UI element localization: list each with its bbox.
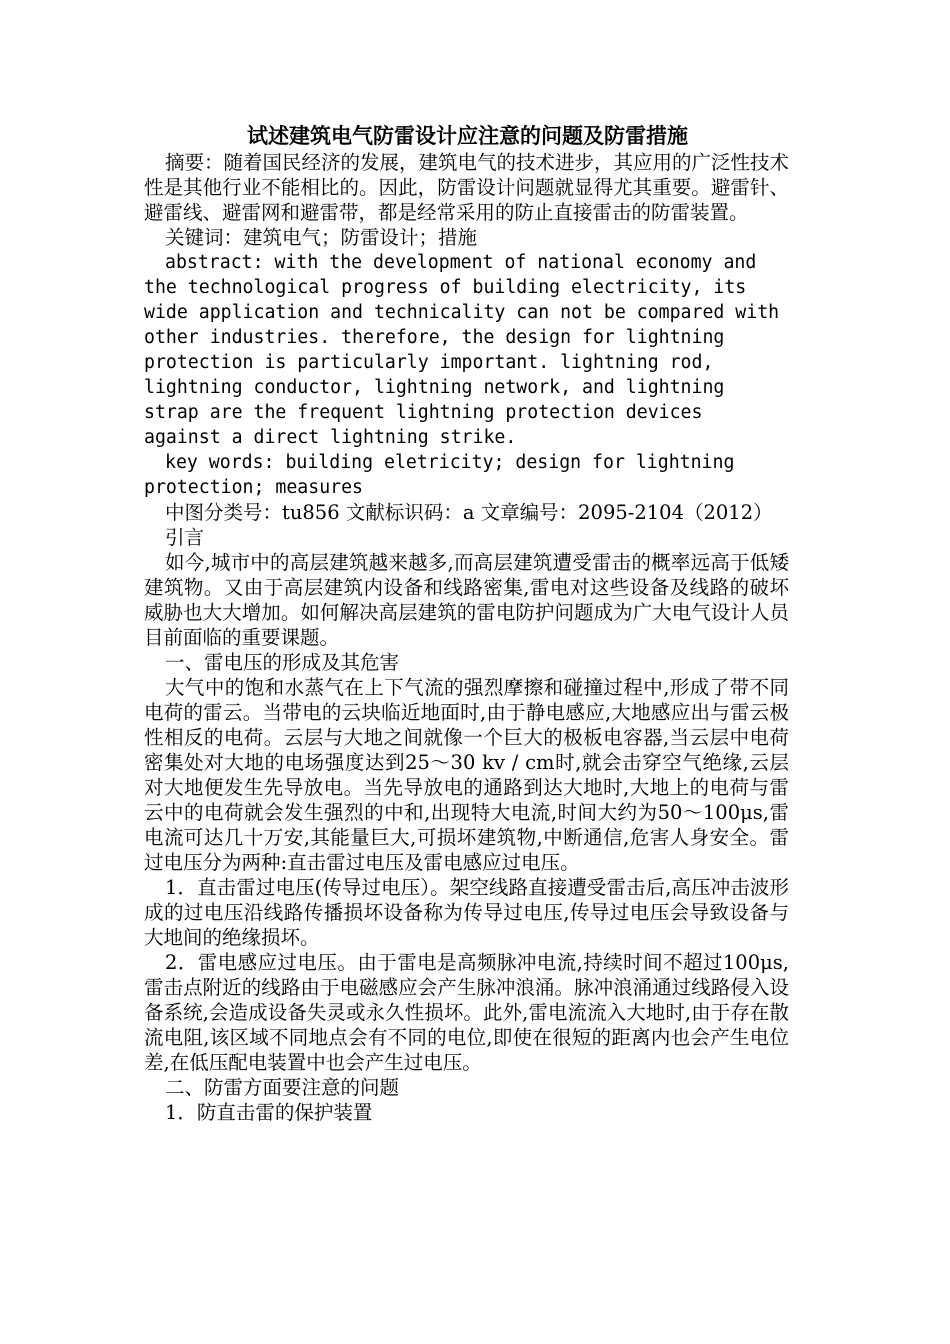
body-paragraph: 二、防雷方面要注意的问题 bbox=[165, 1076, 400, 1099]
body-paragraph: 引言 bbox=[165, 526, 205, 549]
body-paragraph: 关键词：建筑电气；防雷设计；措施 bbox=[165, 226, 478, 249]
document-page bbox=[144, 122, 789, 1125]
body-paragraph: 一、雷电压的形成及其危害 bbox=[165, 651, 400, 674]
body-paragraph: abstract: with the development of national economy and the technological progress of building electricity, its wide application and technicality can not be compared with other industries. therefore, the design for lightning protection is particularly important. lightning rod, lightning conductor, lightning network, and lightning strap are the frequent lightning protection devices against a direct lightning strike. bbox=[144, 252, 780, 448]
document-body bbox=[144, 150, 789, 1125]
body-paragraph: 1．防直击雷的保护装置 bbox=[165, 1101, 373, 1124]
body-paragraph: key words: building eletricity; design for lightning protection; measures bbox=[144, 452, 735, 498]
body-paragraph: 如今,城市中的高层建筑越来越多,而高层建筑遭受雷击的概率远高于低矮建筑物。又由于高层建筑内设备和线路密集,雷电对这些设备及线路的破坏威胁也大大增加。如何解决高层建筑的雷电防护问题成为广大电气设计人员目前面临的重要课题。 bbox=[144, 551, 789, 649]
body-paragraph: 2．雷电感应过电压。由于雷电是高频脉冲电流,持续时间不超过100μs,雷击点附近的线路由于电磁感应会产生脉冲浪涌。脉冲浪涌通过线路侵入设备系统,会造成设备失灵或永久性损坏。此外,雷电流流入大地时,由于存在散流电阻,该区域不同地点会有不同的电位,即使在很短的距离内也会产生电位差,在低压配电装置中也会产生过电压。 bbox=[144, 951, 789, 1074]
document-title: 试述建筑电气防雷设计应注意的问题及防雷措施 bbox=[247, 123, 688, 148]
body-paragraph: 大气中的饱和水蒸气在上下气流的强烈摩擦和碰撞过程中,形成了带不同电荷的雷云。当带电的云块临近地面时,由于静电感应,大地感应出与雷云极性相反的电荷。云层与大地之间就像一个巨大的极板电容器,当云层中电荷密集处对大地的电场强度达到25～30 kv / cm时,就会击穿空气绝缘,云层对大地便发生先导放电。当先导放电的通路到达大地时,大地上的电荷与雷云中的电荷就会发生强烈的中和,出现特大电流,时间大约为50～100μs,雷电流可达几十万安,其能量巨大,可损坏建筑物,中断通信,危害人身安全。雷过电压分为两种:直击雷过电压及雷电感应过电压。 bbox=[144, 676, 789, 874]
body-paragraph: 1．直击雷过电压(传导过电压）。架空线路直接遭受雷击后,高压冲击波形成的过电压沿线路传播损坏设备称为传导过电压,传导过电压会导致设备与大地间的绝缘损坏。 bbox=[144, 876, 789, 949]
body-paragraph: 中图分类号：tu856 文献标识码：a 文章编号：2095-2104（2012） bbox=[165, 501, 773, 524]
body-paragraph: 摘要：随着国民经济的发展，建筑电气的技术进步，其应用的广泛性技术性是其他行业不能相比的。因此，防雷设计问题就显得尤其重要。避雷针、避雷线、避雷网和避雷带，都是经常采用的防止直接雷击的防雷装置。 bbox=[144, 151, 790, 224]
